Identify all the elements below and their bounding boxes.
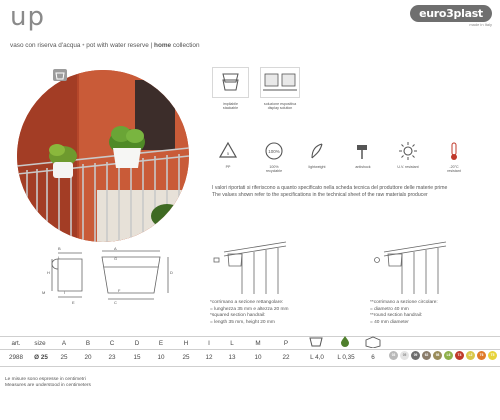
dim-label-l: L	[58, 255, 61, 260]
color-swatch: T5	[488, 351, 497, 360]
table-header: size	[34, 340, 46, 347]
table-cell: 13	[228, 354, 236, 361]
property-lightweight-label: lightweight	[308, 165, 326, 169]
dim-label-m: M	[42, 290, 46, 295]
info-english: The values shown refer to the specifications in the technical sheet of the raw materials producer	[212, 192, 428, 198]
table-header: M	[255, 340, 261, 347]
table-cell: 10	[157, 354, 165, 361]
pack-quantity-icon	[364, 336, 382, 348]
pot-volume-icon	[308, 336, 324, 348]
round-caption-en-1: **round section handrail:	[370, 313, 423, 319]
page-title: up	[10, 2, 45, 32]
color-swatch: 62	[422, 351, 431, 360]
table-cell: 22	[282, 354, 290, 361]
dim-label-i: I	[64, 290, 66, 295]
balcony-photo	[17, 70, 189, 242]
units-note	[5, 377, 91, 389]
rect-caption-en-1: *squared section handrail:	[210, 313, 266, 319]
table-cell: L 0,35	[337, 354, 355, 361]
table-cell: 2988	[8, 354, 23, 361]
table-header: I	[208, 340, 210, 347]
svg-text:5: 5	[226, 151, 230, 156]
property-uv-label: U.V. resistant	[397, 165, 419, 169]
color-swatch: T6	[477, 351, 486, 360]
rect-handrail-caption	[210, 300, 360, 326]
dim-label-d: D	[170, 270, 173, 275]
recycle-triangle-icon	[217, 140, 239, 162]
table-cell: 12	[205, 354, 213, 361]
dim-label-h: H	[47, 270, 50, 275]
dim-label-a: A	[114, 246, 117, 251]
page-subtitle: vaso con riserva d'acqua • pot with water reserve | home collection	[10, 42, 200, 49]
pot-badge-icon	[53, 69, 67, 81]
color-swatch: 05	[400, 351, 409, 360]
table-cell: 23	[108, 354, 116, 361]
feather-icon	[306, 140, 328, 162]
info-text	[212, 185, 500, 199]
display-shelf-icon	[260, 67, 300, 98]
dim-label-b: B	[58, 246, 61, 251]
color-swatch: 09	[411, 351, 420, 360]
dim-label-g: G	[114, 256, 118, 261]
rect-caption-it-1: *corrimano a sezione rettangolare:	[210, 300, 284, 305]
table-cell: 25	[182, 354, 190, 361]
table-bottom-line	[0, 366, 500, 367]
round-caption-it-1: **corrimano a sezione circolare:	[370, 300, 438, 305]
table-cell: Ø 25	[34, 354, 48, 361]
round-handrail-drawing	[370, 238, 450, 296]
recycle-100-icon	[263, 140, 285, 162]
table-mid-line	[0, 349, 500, 350]
svg-text:100%: 100%	[268, 149, 280, 154]
property-pp-label: PP	[225, 165, 231, 169]
feature-stackable-label: impilabile stackable	[222, 102, 239, 111]
table-header: P	[283, 340, 289, 347]
stacked-pots-icon	[212, 67, 249, 98]
color-swatch: T4	[455, 351, 464, 360]
table-cell: 25	[60, 354, 68, 361]
table-header: A	[61, 340, 67, 347]
rect-caption-it-2: = lunghezza 35 mm e altezza 20 mm	[210, 306, 289, 312]
info-italian: I valori riportati si riferiscono a quanto specificato nella scheda tecnica del produttore delle materie prime	[212, 185, 448, 191]
water-reserve-icon	[337, 335, 353, 348]
table-cell: 20	[84, 354, 92, 361]
table-cell: 15	[133, 354, 141, 361]
feature-display-label: soluzione espositiva display solution	[263, 102, 297, 111]
units-italian: Le misure sono espresse in centimetri	[5, 377, 86, 382]
color-swatch: L6	[444, 351, 453, 360]
table-cell: 10	[254, 354, 262, 361]
thermometer-icon	[443, 140, 465, 162]
color-swatch: L2	[466, 351, 475, 360]
rect-handrail-drawing	[210, 238, 290, 296]
units-english: Measures are understood in centimeters	[5, 383, 91, 388]
round-caption-it-2: = diametro 40 mm	[370, 306, 409, 312]
table-cell: L 4,0	[310, 354, 324, 361]
collection-label: home	[154, 42, 172, 49]
property-recyclable-label: 100% recyclable	[265, 165, 283, 174]
brand-name: euro3plast	[419, 7, 483, 20]
brand-logo	[410, 5, 492, 27]
subtitle-italian: vaso con riserva d'acqua	[10, 42, 81, 49]
round-caption-en-2: = 40 mm diameter	[370, 319, 409, 325]
hammer-icon	[352, 140, 374, 162]
rect-caption-en-2: = length 35 mm, height 20 mm	[210, 319, 275, 325]
subtitle-english: pot with water reserve	[86, 42, 149, 49]
table-top-line	[0, 336, 500, 337]
collection-separator: |	[150, 42, 153, 49]
dim-label-e: E	[72, 300, 75, 305]
table-header: B	[85, 340, 91, 347]
table-header: H	[183, 340, 189, 347]
dim-label-f: F	[118, 288, 121, 293]
table-header: D	[134, 340, 140, 347]
table-cell: 6	[371, 354, 375, 361]
color-swatch: 98	[433, 351, 442, 360]
dimension-drawing	[40, 245, 200, 305]
table-header: E	[158, 340, 164, 347]
property-antishock-label: antishock	[355, 165, 371, 169]
property-cold-label: -20°C resistant	[447, 165, 461, 174]
round-handrail-caption	[370, 300, 498, 326]
collection-word: collection	[172, 42, 200, 49]
color-swatch: 03	[389, 351, 398, 360]
dim-label-c: C	[114, 300, 117, 305]
table-header: L	[230, 340, 234, 347]
sun-icon	[397, 140, 419, 162]
table-header: art.	[11, 340, 21, 347]
table-header: C	[109, 340, 115, 347]
brand-tagline: made in Italy	[469, 22, 492, 27]
